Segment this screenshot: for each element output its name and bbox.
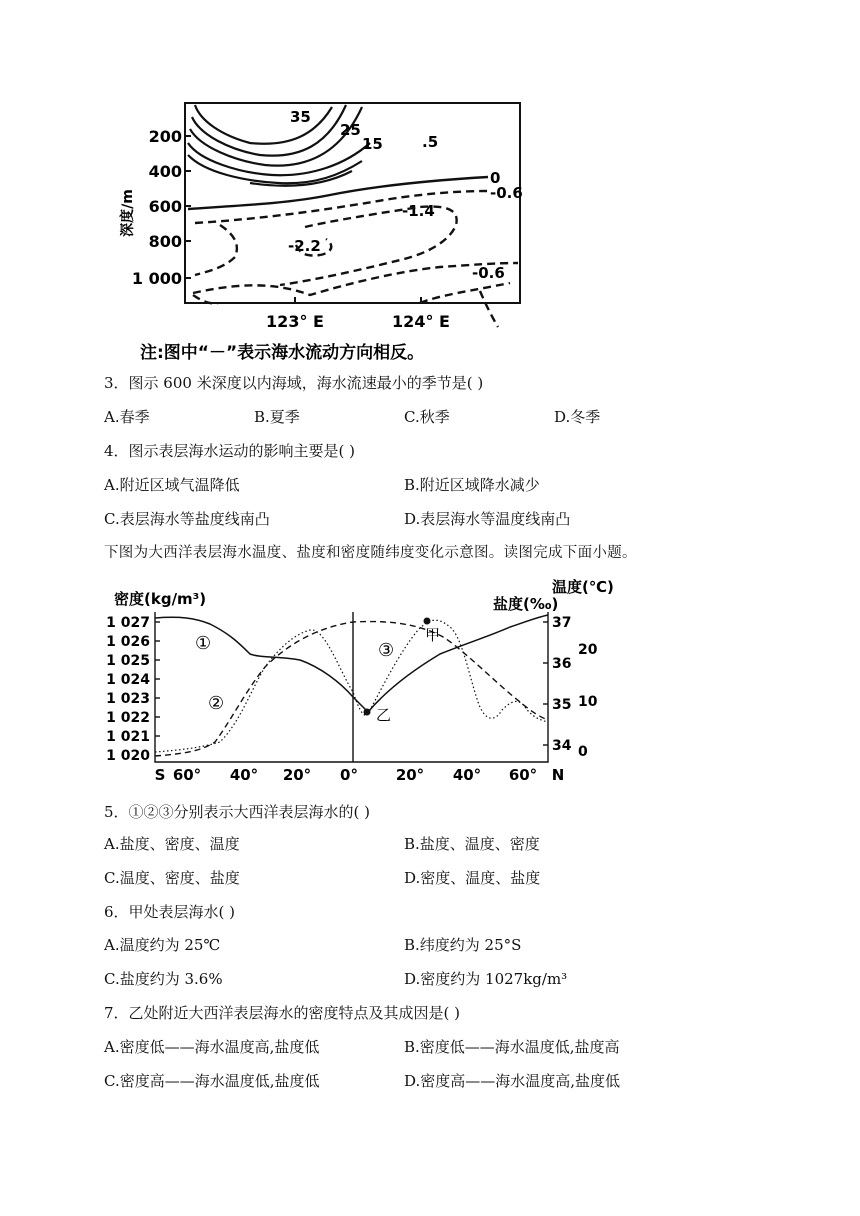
density-tick: 1 025 xyxy=(106,653,150,669)
question-3-option-a[interactable]: A.春季 xyxy=(104,408,150,426)
figure1-contour-label: -0.6 xyxy=(472,264,505,282)
figure1-contour-label: 25 xyxy=(340,121,361,139)
question-4-stem: 4．图示表层海水运动的影响主要是( ) xyxy=(104,442,356,460)
temperature-curve xyxy=(155,622,548,756)
figure1-contour-label: .5 xyxy=(422,133,439,151)
density-tick: 1 027 xyxy=(106,615,150,631)
question-6-option-b[interactable]: B.纬度约为 25°S xyxy=(404,936,522,954)
question-3-option-d[interactable]: D.冬季 xyxy=(554,408,601,426)
question-5-stem: 5．①②③分别表示大西洋表层海水的( ) xyxy=(104,803,371,821)
x-axis-end: N xyxy=(551,766,565,784)
question-5-option-c[interactable]: C.温度、密度、盐度 xyxy=(104,869,240,887)
question-7-option-a[interactable]: A.密度低——海水温度高,盐度低 xyxy=(104,1038,320,1056)
figure1-note: 注:图中“－”表示海水流动方向相反。 xyxy=(140,343,425,363)
x-tick: 60° xyxy=(172,766,202,784)
question-6-option-a[interactable]: A.温度约为 25℃ xyxy=(104,936,221,954)
section-intro: 下图为大西洋表层海水温度、盐度和密度随纬度变化示意图。读图完成下面小题。 xyxy=(104,545,637,561)
salinity-axis-label: 盐度(‰) xyxy=(493,595,559,613)
question-7-option-c[interactable]: C.密度高——海水温度低,盐度低 xyxy=(104,1072,320,1090)
salinity-tick: 34 xyxy=(552,738,572,754)
figure1-y-axis-label: 深度/m xyxy=(120,189,136,237)
density-tick: 1 024 xyxy=(106,672,150,688)
density-tick: 1 020 xyxy=(106,748,150,764)
x-tick: 20° xyxy=(282,766,312,784)
density-tick: 1 021 xyxy=(106,729,150,745)
question-7-option-b[interactable]: B.密度低——海水温度低,盐度高 xyxy=(404,1038,620,1056)
x-tick: 0° xyxy=(340,766,358,784)
figure1-x-tick: 123° E xyxy=(266,312,324,331)
question-7-option-d[interactable]: D.密度高——海水温度高,盐度低 xyxy=(404,1072,621,1090)
figure1-contour-label: -2.2 xyxy=(288,237,321,255)
figure1-y-tick: 600 xyxy=(148,197,182,216)
figure1-x-tick: 124° E xyxy=(392,312,450,331)
question-3-option-c[interactable]: C.秋季 xyxy=(404,408,450,426)
figure1-y-tick: 400 xyxy=(148,162,182,181)
density-tick: 1 022 xyxy=(106,710,150,726)
point-yi-label: 乙 xyxy=(376,706,392,724)
x-tick: 40° xyxy=(229,766,259,784)
question-4-option-a[interactable]: A.附近区域气温降低 xyxy=(104,476,240,494)
temperature-axis-label: 温度(℃) xyxy=(552,578,614,596)
curve-label-1: ① xyxy=(195,633,212,654)
question-6-stem: 6．甲处表层海水( ) xyxy=(104,903,236,921)
atlantic-surface-water-chart xyxy=(100,572,630,787)
question-4-option-d[interactable]: D.表层海水等温度线南凸 xyxy=(404,510,571,528)
figure1-contour-label: -0.6 xyxy=(490,184,523,202)
figure1-contour-label: 15 xyxy=(362,135,383,153)
salinity-tick: 37 xyxy=(552,615,572,631)
figure1-y-tick: 800 xyxy=(148,232,182,251)
curve-label-2: ② xyxy=(208,693,225,714)
figure1-contour-label: 0 xyxy=(490,169,501,187)
point-jia-label: 甲 xyxy=(425,626,441,644)
figure1-positive-contours xyxy=(188,105,370,186)
salinity-curve xyxy=(155,620,548,752)
question-5-option-d[interactable]: D.密度、温度、盐度 xyxy=(404,869,541,887)
density-axis-label: 密度(kg/m³) xyxy=(114,590,207,608)
x-tick: 20° xyxy=(395,766,425,784)
point-yi xyxy=(364,709,371,716)
temperature-tick: 20 xyxy=(578,642,598,658)
figure1-y-tick: 200 xyxy=(148,127,182,146)
density-tick: 1 023 xyxy=(106,691,150,707)
salinity-tick: 35 xyxy=(552,697,572,713)
question-6-option-c[interactable]: C.盐度约为 3.6% xyxy=(104,970,223,988)
x-tick: 40° xyxy=(452,766,482,784)
question-3-stem: 3．图示 600 米深度以内海域，海水流速最小的季节是( ) xyxy=(104,374,484,392)
ocean-current-profile-figure xyxy=(100,95,540,370)
figure1-y-tick: 1 000 xyxy=(131,269,182,288)
temperature-tick: 0 xyxy=(578,744,588,760)
density-tick: 1 026 xyxy=(106,634,150,650)
question-3-option-b[interactable]: B.夏季 xyxy=(254,408,300,426)
figure1-negative-contours xyxy=(193,191,518,327)
question-7-stem: 7．乙处附近大西洋表层海水的密度特点及其成因是( ) xyxy=(104,1004,461,1022)
question-6-option-d[interactable]: D.密度约为 1027kg/m³ xyxy=(404,970,568,988)
figure1-contour-label: 35 xyxy=(290,108,311,126)
temperature-tick: 10 xyxy=(578,694,598,710)
point-jia xyxy=(424,618,431,625)
question-5-option-a[interactable]: A.盐度、密度、温度 xyxy=(104,835,240,853)
x-axis-start: S xyxy=(154,766,166,784)
question-4-option-c[interactable]: C.表层海水等盐度线南凸 xyxy=(104,510,270,528)
x-tick: 60° xyxy=(508,766,538,784)
question-5-option-b[interactable]: B.盐度、温度、密度 xyxy=(404,835,540,853)
curve-label-3: ③ xyxy=(378,640,395,661)
figure1-contour-label: -1.4 xyxy=(402,202,435,220)
salinity-tick: 36 xyxy=(552,656,572,672)
question-4-option-b[interactable]: B.附近区域降水减少 xyxy=(404,476,540,494)
